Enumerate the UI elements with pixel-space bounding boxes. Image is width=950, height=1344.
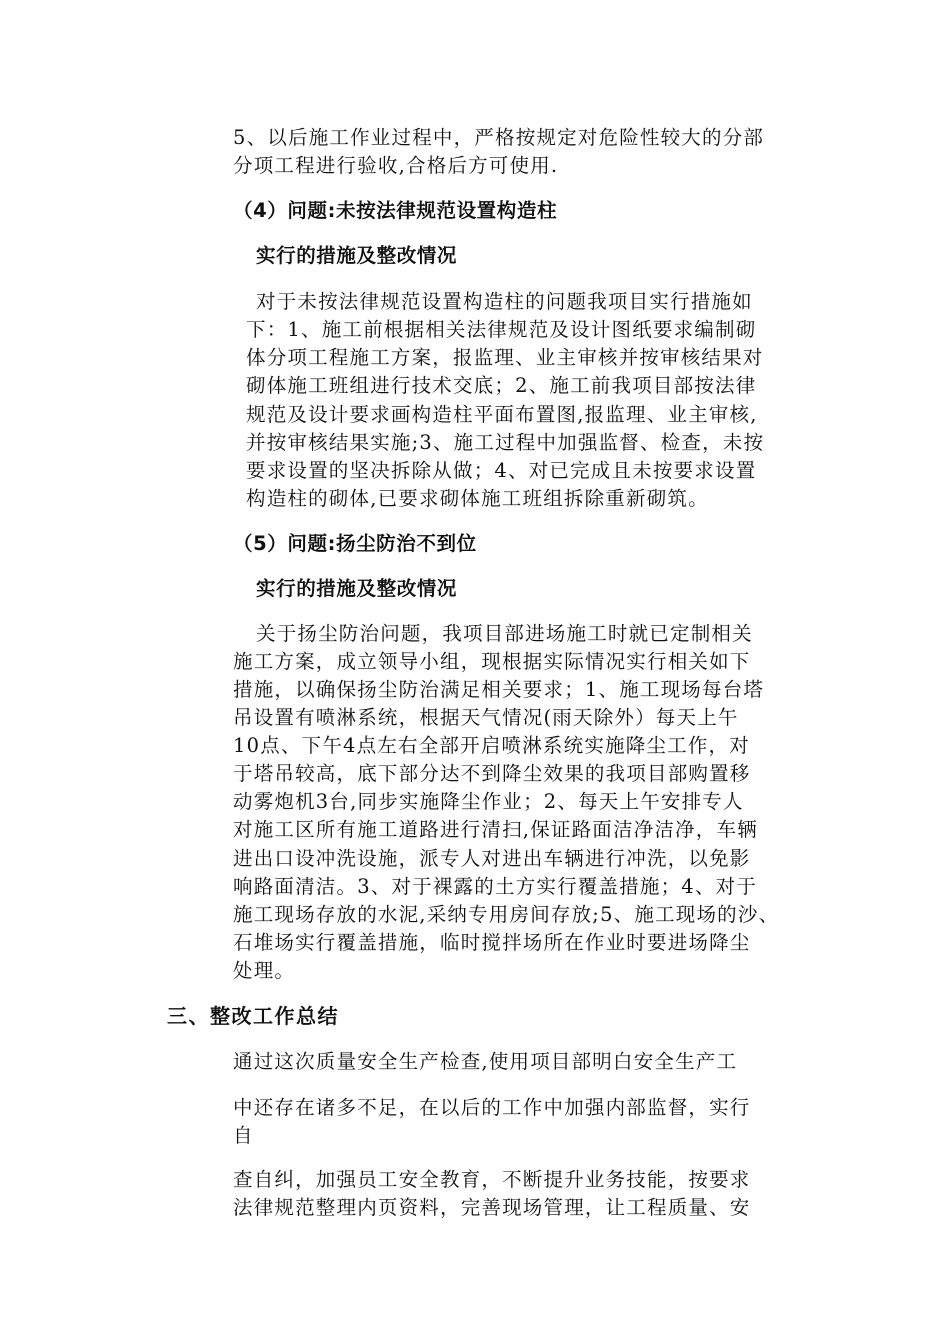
issue-5-body-line: 10点、下午4点左右全部开启喷淋系统实施降尘工作，对 — [233, 734, 750, 757]
issue-5-body-line: 施工方案，成立领导小组，现根据实际情况实行相关如下 — [233, 650, 751, 673]
issue-5-body-line: 石堆场实行覆盖措施，临时搅拌场所在作业时要进场降尘 — [233, 931, 751, 954]
issue-5-body-line: 施工现场存放的水泥,采纳专用房间存放;5、施工现场的沙、 — [233, 903, 780, 926]
summary-line: 通过这次质量安全生产检查,使用项目部明白安全生产工 — [233, 1050, 738, 1073]
issue-4-body-line: 砌体施工班组进行技术交底；2、施工前我项目部按法律 — [246, 374, 757, 397]
summary-line: 法律规范整理内页资料，完善现场管理，让工程质量、安 — [233, 1196, 751, 1219]
issue-4-body-line: 对于未按法律规范设置构造柱的问题我项目实行措施如 — [256, 290, 753, 313]
issue-5-body-line: 于塔吊较高，底下部分达不到降尘效果的我项目部购置移 — [233, 762, 751, 785]
issue-5-subtitle: 实行的措施及整改情况 — [256, 577, 458, 600]
issue-5-body-line: 措施，以确保扬尘防治满足相关要求；1、施工现场每台塔 — [233, 678, 765, 701]
issue-4-body-line: 下：1、施工前根据相关法律规范及设计图纸要求编制砌 — [246, 318, 757, 341]
issue-4-title: （4）问题:未按法律规范设置构造柱 — [233, 199, 558, 222]
issue-5-body-line: 对施工区所有施工道路进行清扫,保证路面洁净洁净，车辆 — [233, 818, 758, 841]
paragraph-line: 5、以后施工作业过程中，严格按规定对危险性较大的分部 — [233, 126, 765, 149]
summary-line: 自 — [233, 1124, 254, 1147]
issue-5-body-line: 关于扬尘防治问题，我项目部进场施工时就已定制相关 — [256, 622, 753, 645]
issue-4-body-line: 体分项工程施工方案，报监理、业主审核并按审核结果对 — [246, 346, 764, 369]
summary-line: 中还存在诸多不足，在以后的工作中加强内部监督，实行 — [233, 1096, 751, 1119]
issue-5-body-line: 吊设置有喷淋系统，根据天气情况(雨天除外）每天上午 — [233, 706, 739, 729]
issue-4-subtitle: 实行的措施及整改情况 — [256, 244, 458, 267]
issue-5-body-line: 进出口设冲洗设施，派专人对进出车辆进行冲洗，以免影 — [233, 847, 751, 870]
summary-line: 查自纠，加强员工安全教育，不断提升业务技能，按要求 — [233, 1168, 751, 1191]
section-heading: 三、整改工作总结 — [167, 1004, 339, 1028]
issue-5-body-line: 处理。 — [233, 959, 296, 982]
issue-5-body-line: 动雾炮机3台,同步实施降尘作业；2、每天上午安排专人 — [233, 790, 744, 813]
issue-4-body-line: 规范及设计要求画构造柱平面布置图,报监理、业主审核, — [246, 403, 758, 426]
issue-5-title: （5）问题:扬尘防治不到位 — [233, 532, 477, 555]
issue-4-body-line: 并按审核结果实施;3、施工过程中加强监督、检查，未按 — [246, 431, 765, 454]
paragraph-line: 分项工程进行验收,合格后方可使用. — [233, 154, 559, 177]
issue-4-body-line: 构造柱的砌体,已要求砌体施工班组拆除重新砌筑。 — [246, 487, 709, 510]
issue-4-body-line: 要求设置的坚决拆除从做；4、对已完成且未按要求设置 — [246, 459, 757, 482]
issue-5-body-line: 响路面清洁。3、对于裸露的土方实行覆盖措施；4、对于 — [233, 875, 758, 898]
